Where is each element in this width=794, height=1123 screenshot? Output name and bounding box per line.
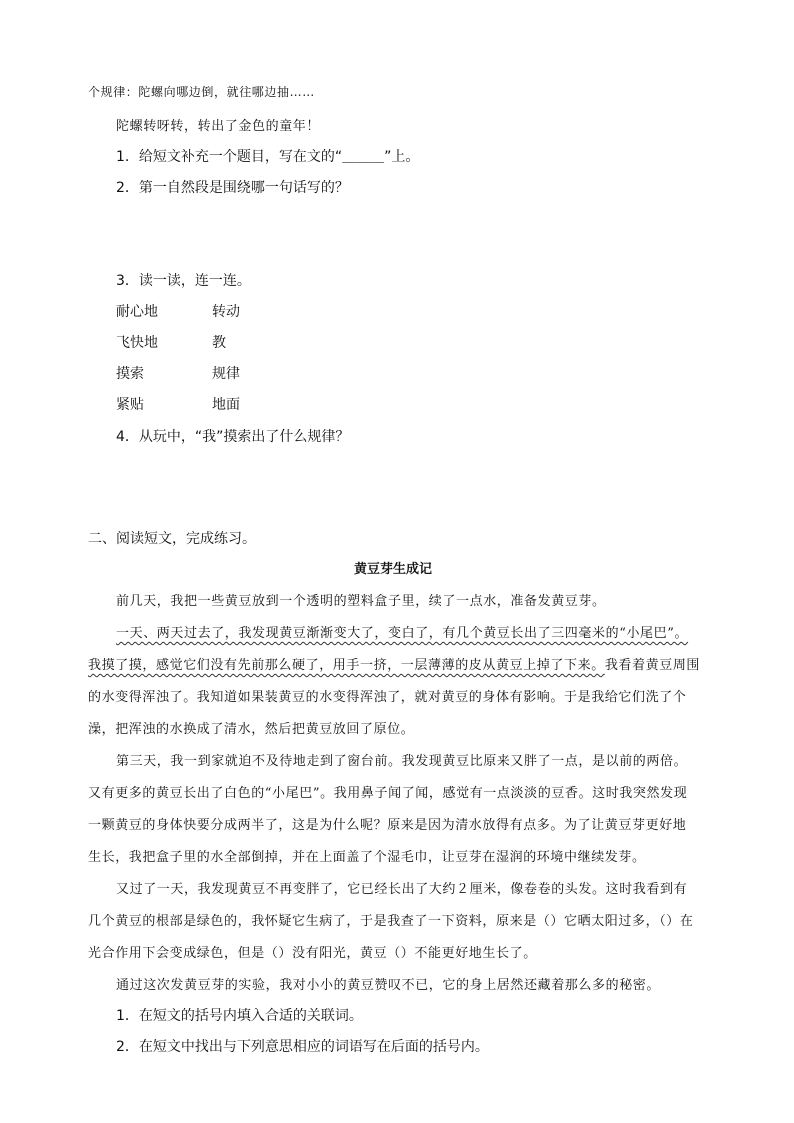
passage2-line-p3c: 一颗黄豆的身体快要分成两半了，这是为什么呢？原来是因为清水放得有点多。为了让黄豆芽更好地	[88, 818, 687, 833]
match-right-3: 规律	[212, 366, 240, 382]
match-right-2: 教	[212, 335, 226, 351]
section2-heading: 二、阅读短文，完成练习。	[88, 531, 256, 547]
match-left-1: 耐心地	[116, 304, 158, 320]
passage2-line-p3a: 第三天，我一到家就迫不及待地走到了窗台前。我发现黄豆比原来又胖了一点，是以前的两倍。	[116, 754, 688, 769]
passage2-line-p3d: 生长，我把盒子里的水全部倒掉，并在上面盖了个湿毛巾，让豆芽在湿润的环境中继续发芽。	[88, 850, 646, 865]
passage2-line-p1: 前几天，我把一些黄豆放到一个透明的塑料盒子里，续了一点水，准备发黄豆芽。	[116, 594, 606, 609]
match-left-4: 紧贴	[116, 397, 144, 413]
passage1-line1: 个规律：陀螺向哪边倒，就往哪边抽……	[88, 85, 315, 99]
passage2-line-p2d: 澡，把浑浊的水换成了清水，然后把黄豆放回了原位。	[88, 722, 415, 737]
passage2-line-p4a: 又过了一天，我发现黄豆不再变胖了，它已经长出了大约２厘米，像卷卷的头发。这时我看到有	[116, 882, 688, 897]
match-left-2: 飞快地	[116, 335, 158, 351]
passage2-line-p2c: 的水变得浑浊了。我知道如果装黄豆的水变得浑浊了，就对黄豆的身体有影响。于是我给它们洗了个	[88, 690, 687, 705]
passage2-line-p2b-rest: 我看着黄豆周围	[604, 658, 701, 673]
section2-question-2: 2．在短文中找出与下列意思相应的词语写在后面的括号内。	[116, 1039, 489, 1055]
question-2: 2．第一自然段是围绕哪一句话写的？	[116, 180, 349, 196]
passage2-line-p4c: 光合作用下会变成绿色，但是（）没有阳光，黄豆（）不能更好地生长了。	[88, 946, 537, 961]
match-right-4: 地面	[212, 397, 240, 413]
passage2-line-p4b: 几个黄豆的根部是绿色的，我怀疑它生病了，于是我查了一下资料，原来是（）它晒太阳过多，（）在	[88, 914, 694, 929]
question-4: 4．从玩中，“我”摸索出了什么规律？	[116, 429, 350, 445]
passage2-line-p2a: 一天、两天过去了，我发现黄豆渐渐变大了，变白了，有几个黄豆长出了三四毫米的“小尾巴”。	[116, 626, 689, 641]
match-right-1: 转动	[212, 304, 240, 320]
question-3: 3．读一读，连一连。	[116, 273, 251, 289]
section2-question-1: 1．在短文的括号内填入合适的关联词。	[116, 1008, 363, 1024]
passage2-line-p2b	[88, 654, 700, 673]
match-left-3: 摸索	[116, 366, 144, 382]
passage2-underlined-sentence: 我摸了摸，感觉它们没有先前那么硬了，用手一挤，一层薄薄的皮从黄豆上掉了下来。	[88, 658, 605, 673]
passage2-line-p3b: 又有更多的黄豆长出了白色的“小尾巴”。我用鼻子闻了闻，感觉有一点淡淡的豆香。这时我突然发现	[88, 786, 688, 801]
passage2-title: 黄豆芽生成记	[354, 562, 433, 577]
passage2-line-p5: 通过这次发黄豆芽的实验，我对小小的黄豆赞叹不已，它的身上居然还藏着那么多的秘密。	[116, 978, 661, 993]
passage1-line2: 陀螺转呀转，转出了金色的童年！	[116, 119, 321, 134]
question-1: 1．给短文补充一个题目，写在文的“＿＿＿”上。	[116, 149, 420, 165]
